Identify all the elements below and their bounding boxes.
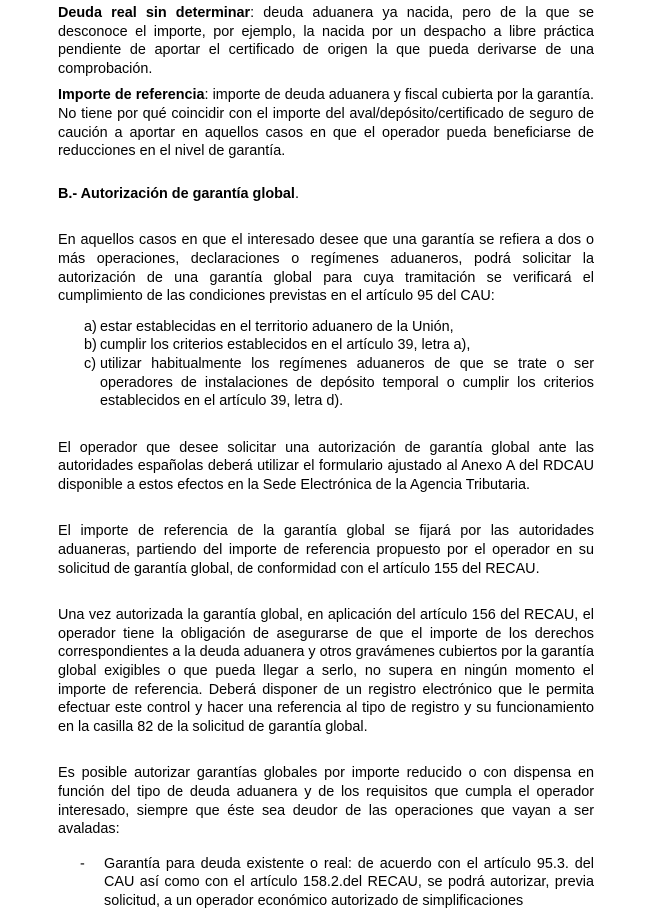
section-heading [58, 185, 594, 204]
section-heading-period: . [294, 185, 299, 202]
list-marker: a) [84, 318, 97, 335]
list-item-text: Garantía para deuda existente o real: de acuerdo con el artículo 95.3. del CAU así como con el artículo 158.2.del RECAU, se podrá autorizar, previa solicitud, a un operador económico autorizado de simplificaciones [104, 855, 594, 909]
paragraph-obligacion: Una vez autorizada la garantía global, en aplicación del artículo 156 del RECAU, el operador tiene la obligación de asegurarse de que el importe de los derechos correspondientes a la deuda aduanera y otros gravámenes cubiertos por la garantía global exigibles o que pueda llegar a serlo, no supera en ningún momento el importe de referencia. Deberá disponer de un registro electrónico que le permita efectuar este control y hacer una referencia al tipo de registro y su funcionamiento en la casilla 82 de la solicitud de garantía global. [58, 607, 594, 735]
section-heading-text: B.- Autorización de garantía global [58, 185, 295, 202]
document-page [58, 4, 594, 911]
definition-term: Deuda real sin determinar [58, 5, 251, 21]
definition-deuda-real [58, 4, 594, 78]
list-item [58, 318, 594, 337]
paragraph-formulario: El operador que desee solicitar una autorización de garantía global ante las autoridades españolas deberá utilizar el formulario ajustado al Anexo A del RDCAU disponible a estos efectos en la Sede Electrónica de la Agencia Tributaria. [58, 439, 594, 493]
list-item [58, 355, 594, 411]
intro-paragraph: En aquellos casos en que el interesado desee que una garantía se refiera a dos o más operaciones, declaraciones o regímenes aduaneros, podrá solicitar la autorización de una garantía global para cuya tramitación se verificará el cumplimiento de las condiciones previstas en el artículo 95 del CAU: [58, 232, 594, 305]
paragraph-importe-referencia: El importe de referencia de la garantía global se fijará por las autoridades aduaneras, partiendo del importe de referencia propuesto por el operador en su solicitud de garantía global, de conformidad con el artículo 155 del RECAU. [58, 523, 594, 577]
definition-text: : deuda aduanera ya nacida, pero de la que se desconoce el importe, por ejemplo, la nacida por un despacho a libre práctica pendiente de aportar el certificado de origen la que pueda derivarse de una comprobación. [58, 5, 594, 77]
list-item [58, 855, 594, 911]
list-marker: c) [84, 355, 96, 372]
definition-importe-referencia [58, 86, 594, 160]
definition-term: Importe de referencia [58, 87, 205, 104]
list-marker: b) [84, 337, 97, 354]
list-item-text: utilizar habitualmente los regímenes aduaneros de que se trate o ser operadores de instalaciones de depósito temporal o cumplir los criterios establecidos en el artículo 39, letra d). [100, 355, 594, 410]
conditions-list [58, 318, 594, 411]
bullet-list [58, 855, 594, 911]
paragraph-garantias-reducidas: Es posible autorizar garantías globales por importe reducido o con dispensa en función del tipo de deuda aduanera y de los requisitos que cumpla el operador interesado, siempre que éste sea deudor de las operaciones que vayan a ser avaladas: [58, 765, 594, 838]
list-item-text: estar establecidas en el territorio aduanero de la Unión, [100, 318, 454, 335]
definition-text: : importe de deuda aduanera y fiscal cubierta por la garantía. No tiene por qué coincidir con el importe del aval/depósito/certificado de seguro de caución a aportar en aquellos casos en que el operador pueda beneficiarse de reducciones en el nivel de garantía. [58, 87, 594, 160]
list-item [58, 336, 594, 355]
list-marker: - [80, 855, 85, 872]
list-item-text: cumplir los criterios establecidos en el artículo 39, letra a), [100, 337, 471, 354]
